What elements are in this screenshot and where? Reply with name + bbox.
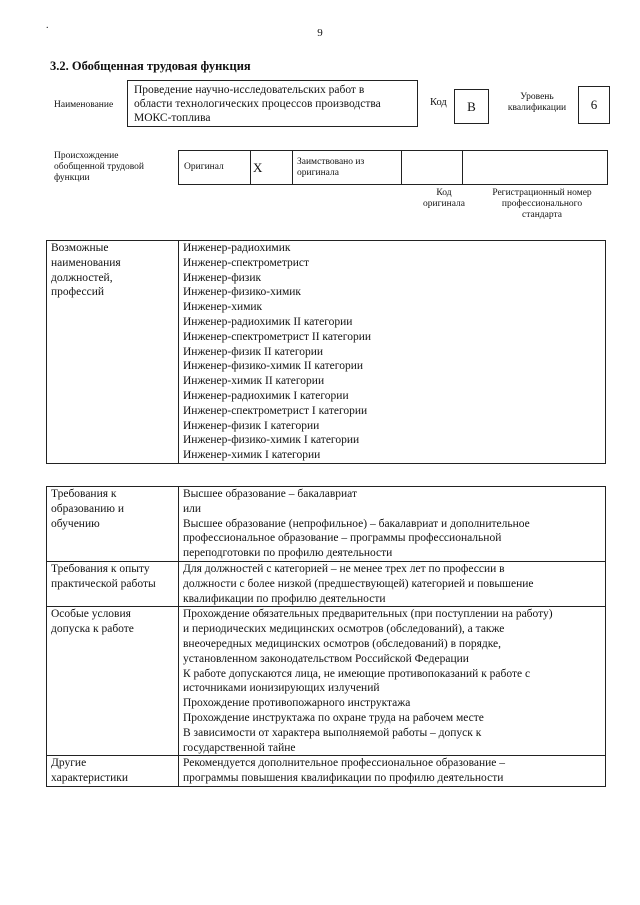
origin-code-cell [402, 151, 463, 185]
origin-reg-caption: Регистрационный номер профессионального стандарта [492, 188, 592, 220]
requirement-text: Для должностей с категорией – не менее трех лет по профессии в должности с более низкой (предшествующей) категорией и повышение квалификации по профилю деятельности [179, 561, 606, 606]
requirement-label: Требования к образованию и обучению [47, 487, 179, 562]
position-item: Инженер-физик II категории [183, 345, 324, 358]
code-label: Код [430, 97, 447, 108]
position-item: Инженер-физик I категории [183, 419, 320, 432]
requirement-label: Особые условия допуска к работе [47, 607, 179, 756]
position-item: Инженер-спектрометрист II категории [183, 330, 372, 343]
page-mark: . [46, 20, 49, 31]
requirement-row-conditions [47, 607, 606, 756]
position-item: Инженер-физико-химик [183, 286, 302, 299]
name-label: Наименование [54, 100, 114, 110]
origin-table [178, 150, 608, 185]
position-item: Инженер-физико-химик II категории [183, 360, 364, 373]
position-item: Инженер-радиохимик [183, 242, 291, 254]
section-title: 3.2. Обобщенная трудовая функция [50, 59, 251, 73]
requirement-label: Требования к опыту практической работы [47, 561, 179, 606]
position-item: Инженер-спектрометрист I категории [183, 404, 368, 417]
position-item: Инженер-химик [183, 301, 263, 314]
level-label: Уровень квалификации [507, 92, 567, 113]
requirement-row-education [47, 487, 606, 562]
function-name-line: области технологических процессов производства [134, 98, 381, 110]
position-item: Инженер-радиохимик II категории [183, 315, 353, 328]
requirement-row-other [47, 756, 606, 787]
origin-label: Происхождение обобщенной трудовой функции [54, 151, 144, 183]
position-item: Инженер-радиохимик I категории [183, 389, 349, 402]
requirement-label: Другие характеристики [47, 756, 179, 787]
function-name-box [127, 80, 418, 127]
position-item: Инженер-физико-химик I категории [183, 434, 360, 447]
position-item: Инженер-химик I категории [183, 449, 321, 462]
origin-reg-cell [463, 151, 608, 185]
requirement-row-experience [47, 561, 606, 606]
origin-borrowed-cell: Заимствовано из оригинала [293, 151, 402, 185]
requirement-text: Рекомендуется дополнительное профессиональное образование – программы повышения квалификации по профилю деятельности [179, 756, 606, 787]
position-item: Инженер-спектрометрист [183, 256, 310, 269]
positions-label-cell: Возможные наименования должностей, профессий [47, 241, 179, 464]
level-value: 6 [578, 86, 610, 124]
origin-original-cell [179, 151, 251, 185]
code-value: В [454, 89, 489, 124]
position-item: Инженер-физик [183, 271, 262, 284]
positions-table [46, 240, 606, 464]
requirement-text: Прохождение обязательных предварительных (при поступлении на работу) и периодических медицинских осмотров (обследований), а также внеочередных медицинских осмотров (обследований) в порядке, установленном законодательством Российской Федерации К работе допускаются лица, не имеющие противопоказаний к работе с источниками ионизирующих излучений Прохождение противопожарного инструктажа Прохождение инструктажа по охране труда на рабочем месте В зависимости от характера выполняемой работы – допуск к государственной тайне [179, 607, 606, 756]
origin-mark: X [253, 160, 263, 175]
position-item: Инженер-химик II категории [183, 375, 325, 388]
function-name-line: МОКС-топлива [134, 112, 211, 124]
function-name-line: Проведение научно-исследовательских работ в [134, 84, 365, 96]
positions-list-cell [179, 241, 606, 464]
origin-original-label: Оригинал [184, 162, 224, 172]
requirements-table [46, 486, 606, 787]
page-number: 9 [317, 27, 323, 39]
origin-code-caption: Код оригинала [423, 188, 465, 209]
origin-mark-cell [251, 151, 293, 185]
requirement-text: Высшее образование – бакалавриат или Высшее образование (непрофильное) – бакалавриат и дополнительное профессиональное образование – программы профессиональной переподготовки по профилю деятельности [179, 487, 606, 562]
